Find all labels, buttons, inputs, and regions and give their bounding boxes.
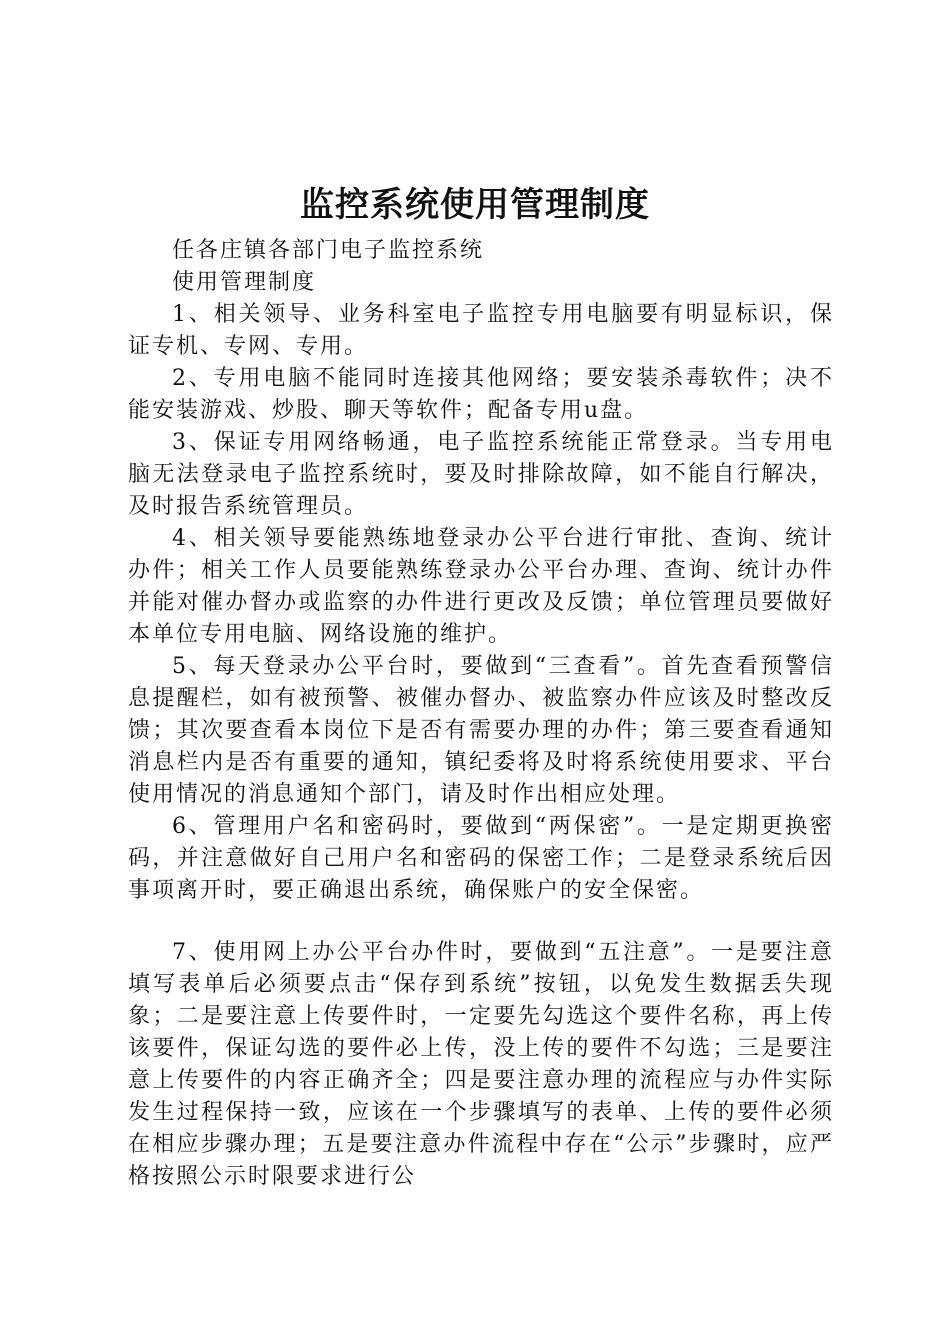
paragraph-item-3: 3、保证专用网络畅通，电子监控系统能正常登录。当专用电脑无法登录电子监控系统时，要及时排除故障，如不能自行解决，及时报告系统管理员。 xyxy=(128,430,834,519)
paragraph-item-2: 2、专用电脑不能同时连接其他网络；要安装杀毒软件；决不能安装游戏、炒股、聊天等软件；配备专用u盘。 xyxy=(128,366,834,423)
document-title: 监控系统使用管理制度 xyxy=(300,185,650,225)
paragraph-item-4: 4、相关领导要能熟练地登录办公平台进行审批、查询、统计办件；相关工作人员要能熟练登录办公平台办理、查询、统计办件并能对催办督办或监察的办件进行更改及反馈；单位管理员要做好本单位专用电脑、网络设施的维护。 xyxy=(128,526,834,647)
document-body xyxy=(128,235,834,1193)
paragraph-item-5: 5、每天登录办公平台时，要做到“三查看”。首先查看预警信息提醒栏，如有被预警、被催办督办、被监察办件应该及时整改反馈；其次要查看本岗位下是否有需要办理的办件；第三要查看通知消息栏内是否有重要的通知，镇纪委将及时将系统使用要求、平台使用情况的消息通知个部门，请及时作出相应处理。 xyxy=(128,654,834,807)
paragraph-subtitle-2: 使用管理制度 xyxy=(172,270,317,295)
paragraph-item-1: 1、相关领导、业务科室电子监控专用电脑要有明显标识，保证专机、专网、专用。 xyxy=(128,302,834,359)
paragraph-subtitle-1: 任各庄镇各部门电子监控系统 xyxy=(172,238,485,263)
paragraph-item-6: 6、管理用户名和密码时，要做到“两保密”。一是定期更换密码，并注意做好自己用户名和密码的保密工作；二是登录系统后因事项离开时，要正确退出系统，确保账户的安全保密。 xyxy=(128,814,834,903)
paragraph-item-7: 7、使用网上办公平台办件时，要做到“五注意”。一是要注意填写表单后必须要点击“保存到系统”按钮，以免发生数据丢失现象；二是要注意上传要件时，一定要先勾选这个要件名称，再上传该要件，保证勾选的要件必上传，没上传的要件不勾选；三是要注意上传要件的内容正确齐全；四是要注意办理的流程应与办件实际发生过程保持一致，应该在一个步骤填写的表单、上传的要件必须在相应步骤办理；五是要注意办件流程中存在“公示”步骤时，应严格按照公示时限要求进行公 xyxy=(128,940,834,1189)
